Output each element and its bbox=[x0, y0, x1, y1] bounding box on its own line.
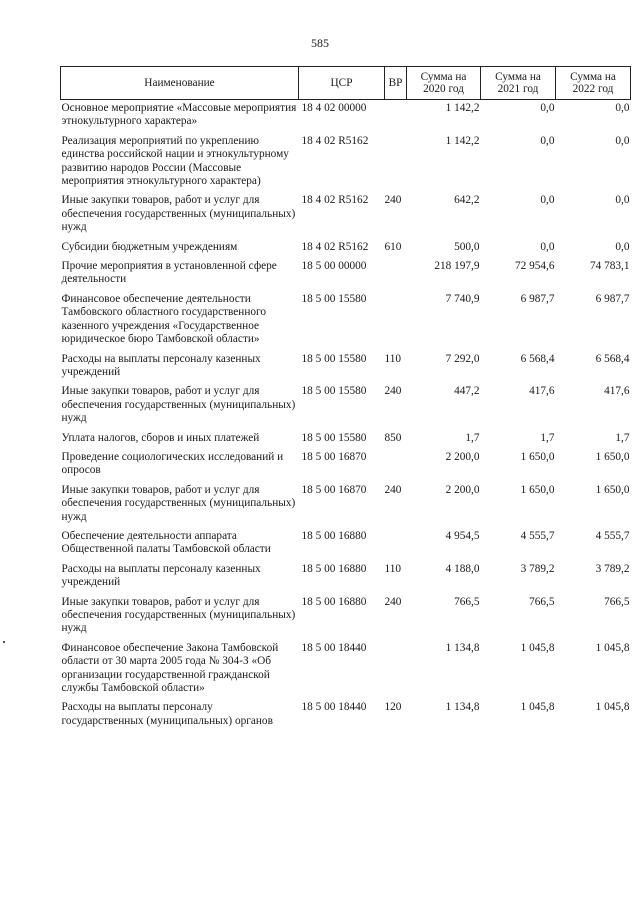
row-sum-2020: 218 197,9 bbox=[434, 260, 480, 273]
row-vr bbox=[385, 100, 407, 133]
row-sum-2021: 4 555,7 bbox=[520, 529, 555, 542]
table-row bbox=[61, 482, 631, 528]
row-csr: 18 5 00 00000 bbox=[301, 260, 367, 273]
row-csr: 18 5 00 16880 bbox=[301, 529, 367, 542]
row-sum-2022: 766,5 bbox=[604, 595, 630, 608]
row-name: Основное мероприятие «Массовые мероприятия этнокультурного характера» bbox=[61, 102, 297, 128]
row-sum-2021: 0,0 bbox=[540, 240, 555, 253]
row-sum-2022: 6 568,4 bbox=[595, 352, 630, 365]
row-vr: 240 bbox=[384, 194, 402, 207]
row-csr: 18 5 00 15580 bbox=[301, 292, 367, 305]
table-row bbox=[61, 640, 631, 700]
row-sum-2021: 0,0 bbox=[540, 194, 555, 207]
row-csr: 18 5 00 16870 bbox=[301, 450, 367, 463]
row-csr: 18 5 00 18440 bbox=[301, 641, 367, 654]
row-name: Иные закупки товаров, работ и услуг для обеспечения государственных (муниципальных) нужд bbox=[61, 194, 296, 234]
table-row bbox=[61, 351, 631, 384]
row-sum-2020: 642,2 bbox=[454, 194, 480, 207]
row-sum-2021: 417,6 bbox=[529, 385, 555, 398]
row-sum-2022: 1 045,8 bbox=[595, 701, 630, 714]
header-csr: ЦСР bbox=[299, 67, 385, 100]
row-vr: 240 bbox=[384, 385, 402, 398]
row-sum-2022: 1 045,8 bbox=[595, 641, 630, 654]
table-row bbox=[61, 258, 631, 291]
header-vr: ВР bbox=[385, 67, 407, 100]
row-sum-2022: 0,0 bbox=[615, 134, 630, 147]
table-row bbox=[61, 594, 631, 640]
table-row bbox=[61, 192, 631, 238]
budget-table bbox=[60, 66, 631, 732]
row-sum-2022: 0,0 bbox=[615, 194, 630, 207]
row-name: Уплата налогов, сборов и иных платежей bbox=[61, 431, 260, 444]
row-csr: 18 5 00 18440 bbox=[301, 701, 367, 714]
row-sum-2021: 6 568,4 bbox=[520, 352, 555, 365]
row-csr: 18 5 00 15580 bbox=[301, 385, 367, 398]
header-sum-2022: Сумма на 2022 год bbox=[556, 67, 631, 100]
row-sum-2021: 6 987,7 bbox=[520, 292, 555, 305]
row-sum-2021: 0,0 bbox=[540, 102, 555, 114]
row-vr bbox=[385, 640, 407, 700]
header-sum-2020: Сумма на 2020 год bbox=[407, 67, 481, 100]
row-csr: 18 5 00 16880 bbox=[301, 595, 367, 608]
row-sum-2020: 2 200,0 bbox=[445, 483, 480, 496]
row-name: Финансовое обеспечение Закона Тамбовской области от 30 марта 2005 года № 304-З «Об организации государственной гражданской службы Тамбовской области» bbox=[61, 641, 279, 695]
row-vr: 110 bbox=[384, 562, 402, 575]
row-sum-2020: 766,5 bbox=[454, 595, 480, 608]
row-sum-2021: 72 954,6 bbox=[514, 260, 555, 273]
row-sum-2022: 0,0 bbox=[615, 240, 630, 253]
row-sum-2021: 1 650,0 bbox=[520, 450, 555, 463]
row-sum-2020: 1 134,8 bbox=[445, 701, 480, 714]
row-sum-2020: 500,0 bbox=[454, 240, 480, 253]
row-sum-2021: 3 789,2 bbox=[520, 562, 555, 575]
row-csr: 18 4 02 R5162 bbox=[301, 134, 369, 147]
row-sum-2022: 0,0 bbox=[615, 102, 630, 114]
row-csr: 18 5 00 15580 bbox=[301, 431, 367, 444]
table-row bbox=[61, 449, 631, 482]
table-header-row bbox=[61, 67, 631, 100]
row-vr: 240 bbox=[384, 483, 402, 496]
row-name: Расходы на выплаты персоналу казенных учреждений bbox=[61, 562, 261, 589]
row-name: Расходы на выплаты персоналу казенных учреждений bbox=[61, 352, 261, 378]
row-sum-2021: 1 045,8 bbox=[520, 701, 555, 714]
row-sum-2021: 1 045,8 bbox=[520, 641, 555, 654]
row-csr: 18 5 00 15580 bbox=[301, 352, 367, 365]
page-number: 585 bbox=[311, 36, 329, 50]
row-csr: 18 4 02 00000 bbox=[301, 102, 367, 114]
table-row bbox=[61, 430, 631, 449]
row-sum-2020: 447,2 bbox=[454, 385, 480, 398]
row-sum-2020: 2 200,0 bbox=[445, 450, 480, 463]
row-sum-2022: 1 650,0 bbox=[595, 450, 630, 463]
row-csr: 18 5 00 16870 bbox=[301, 483, 367, 496]
row-sum-2020: 1 142,2 bbox=[445, 102, 480, 114]
row-name: Иные закупки товаров, работ и услуг для обеспечения государственных (муниципальных) нужд bbox=[61, 385, 296, 425]
row-name: Финансовое обеспечение деятельности Тамбовского областного государственного казенного учреждения «Государственное юридическое бюро Тамбовской области» bbox=[61, 292, 267, 346]
row-sum-2020: 1 142,2 bbox=[445, 134, 480, 147]
row-sum-2021: 766,5 bbox=[529, 595, 555, 608]
row-name: Субсидии бюджетным учреждениям bbox=[61, 240, 238, 253]
row-name: Реализация мероприятий по укреплению единства российской нации и этнокультурному развитию народов России (Массовые мероприятия этнокультурного характера) bbox=[61, 134, 289, 188]
row-vr: 850 bbox=[384, 431, 402, 444]
row-vr: 120 bbox=[384, 701, 402, 714]
row-name: Прочие мероприятия в установленной сфере деятельности bbox=[61, 260, 277, 286]
row-vr bbox=[385, 258, 407, 291]
row-sum-2020: 1 134,8 bbox=[445, 641, 480, 654]
row-name: Проведение социологических исследований и опросов bbox=[61, 450, 284, 477]
row-csr: 18 5 00 16880 bbox=[301, 562, 367, 575]
row-sum-2022: 4 555,7 bbox=[595, 529, 630, 542]
row-sum-2020: 4 188,0 bbox=[445, 562, 480, 575]
scan-speck bbox=[3, 641, 5, 643]
row-vr bbox=[385, 291, 407, 351]
table-row bbox=[61, 528, 631, 561]
table-row bbox=[61, 561, 631, 594]
row-vr bbox=[385, 133, 407, 193]
row-sum-2022: 74 783,1 bbox=[589, 260, 630, 273]
row-sum-2022: 417,6 bbox=[604, 385, 630, 398]
table-row bbox=[61, 100, 631, 133]
table-row bbox=[61, 291, 631, 351]
row-sum-2020: 7 292,0 bbox=[445, 352, 480, 365]
row-vr: 610 bbox=[384, 240, 402, 253]
header-sum-2021: Сумма на 2021 год bbox=[481, 67, 556, 100]
row-sum-2020: 4 954,5 bbox=[445, 529, 480, 542]
row-sum-2022: 1,7 bbox=[615, 431, 630, 444]
row-csr: 18 4 02 R5162 bbox=[301, 194, 369, 207]
table-row bbox=[61, 239, 631, 258]
row-name: Обеспечение деятельности аппарата Общественной палаты Тамбовской области bbox=[61, 529, 271, 556]
table-row bbox=[61, 133, 631, 193]
row-vr: 240 bbox=[384, 595, 402, 608]
table-row bbox=[61, 383, 631, 429]
row-sum-2021: 0,0 bbox=[540, 134, 555, 147]
row-name: Иные закупки товаров, работ и услуг для обеспечения государственных (муниципальных) нужд bbox=[61, 483, 296, 523]
table-row bbox=[61, 699, 631, 732]
row-vr bbox=[385, 528, 407, 561]
row-sum-2020: 7 740,9 bbox=[445, 292, 480, 305]
row-sum-2022: 3 789,2 bbox=[595, 562, 630, 575]
row-name: Иные закупки товаров, работ и услуг для обеспечения государственных (муниципальных) нужд bbox=[61, 595, 296, 635]
row-vr: 110 bbox=[384, 352, 402, 365]
row-sum-2022: 1 650,0 bbox=[595, 483, 630, 496]
row-sum-2020: 1,7 bbox=[465, 431, 480, 444]
row-sum-2021: 1,7 bbox=[540, 431, 555, 444]
row-sum-2022: 6 987,7 bbox=[595, 292, 630, 305]
row-vr bbox=[385, 449, 407, 482]
row-name: Расходы на выплаты персоналу государственных (муниципальных) органов bbox=[61, 701, 273, 727]
row-sum-2021: 1 650,0 bbox=[520, 483, 555, 496]
row-csr: 18 4 02 R5162 bbox=[301, 240, 369, 253]
header-name: Наименование bbox=[61, 67, 299, 100]
